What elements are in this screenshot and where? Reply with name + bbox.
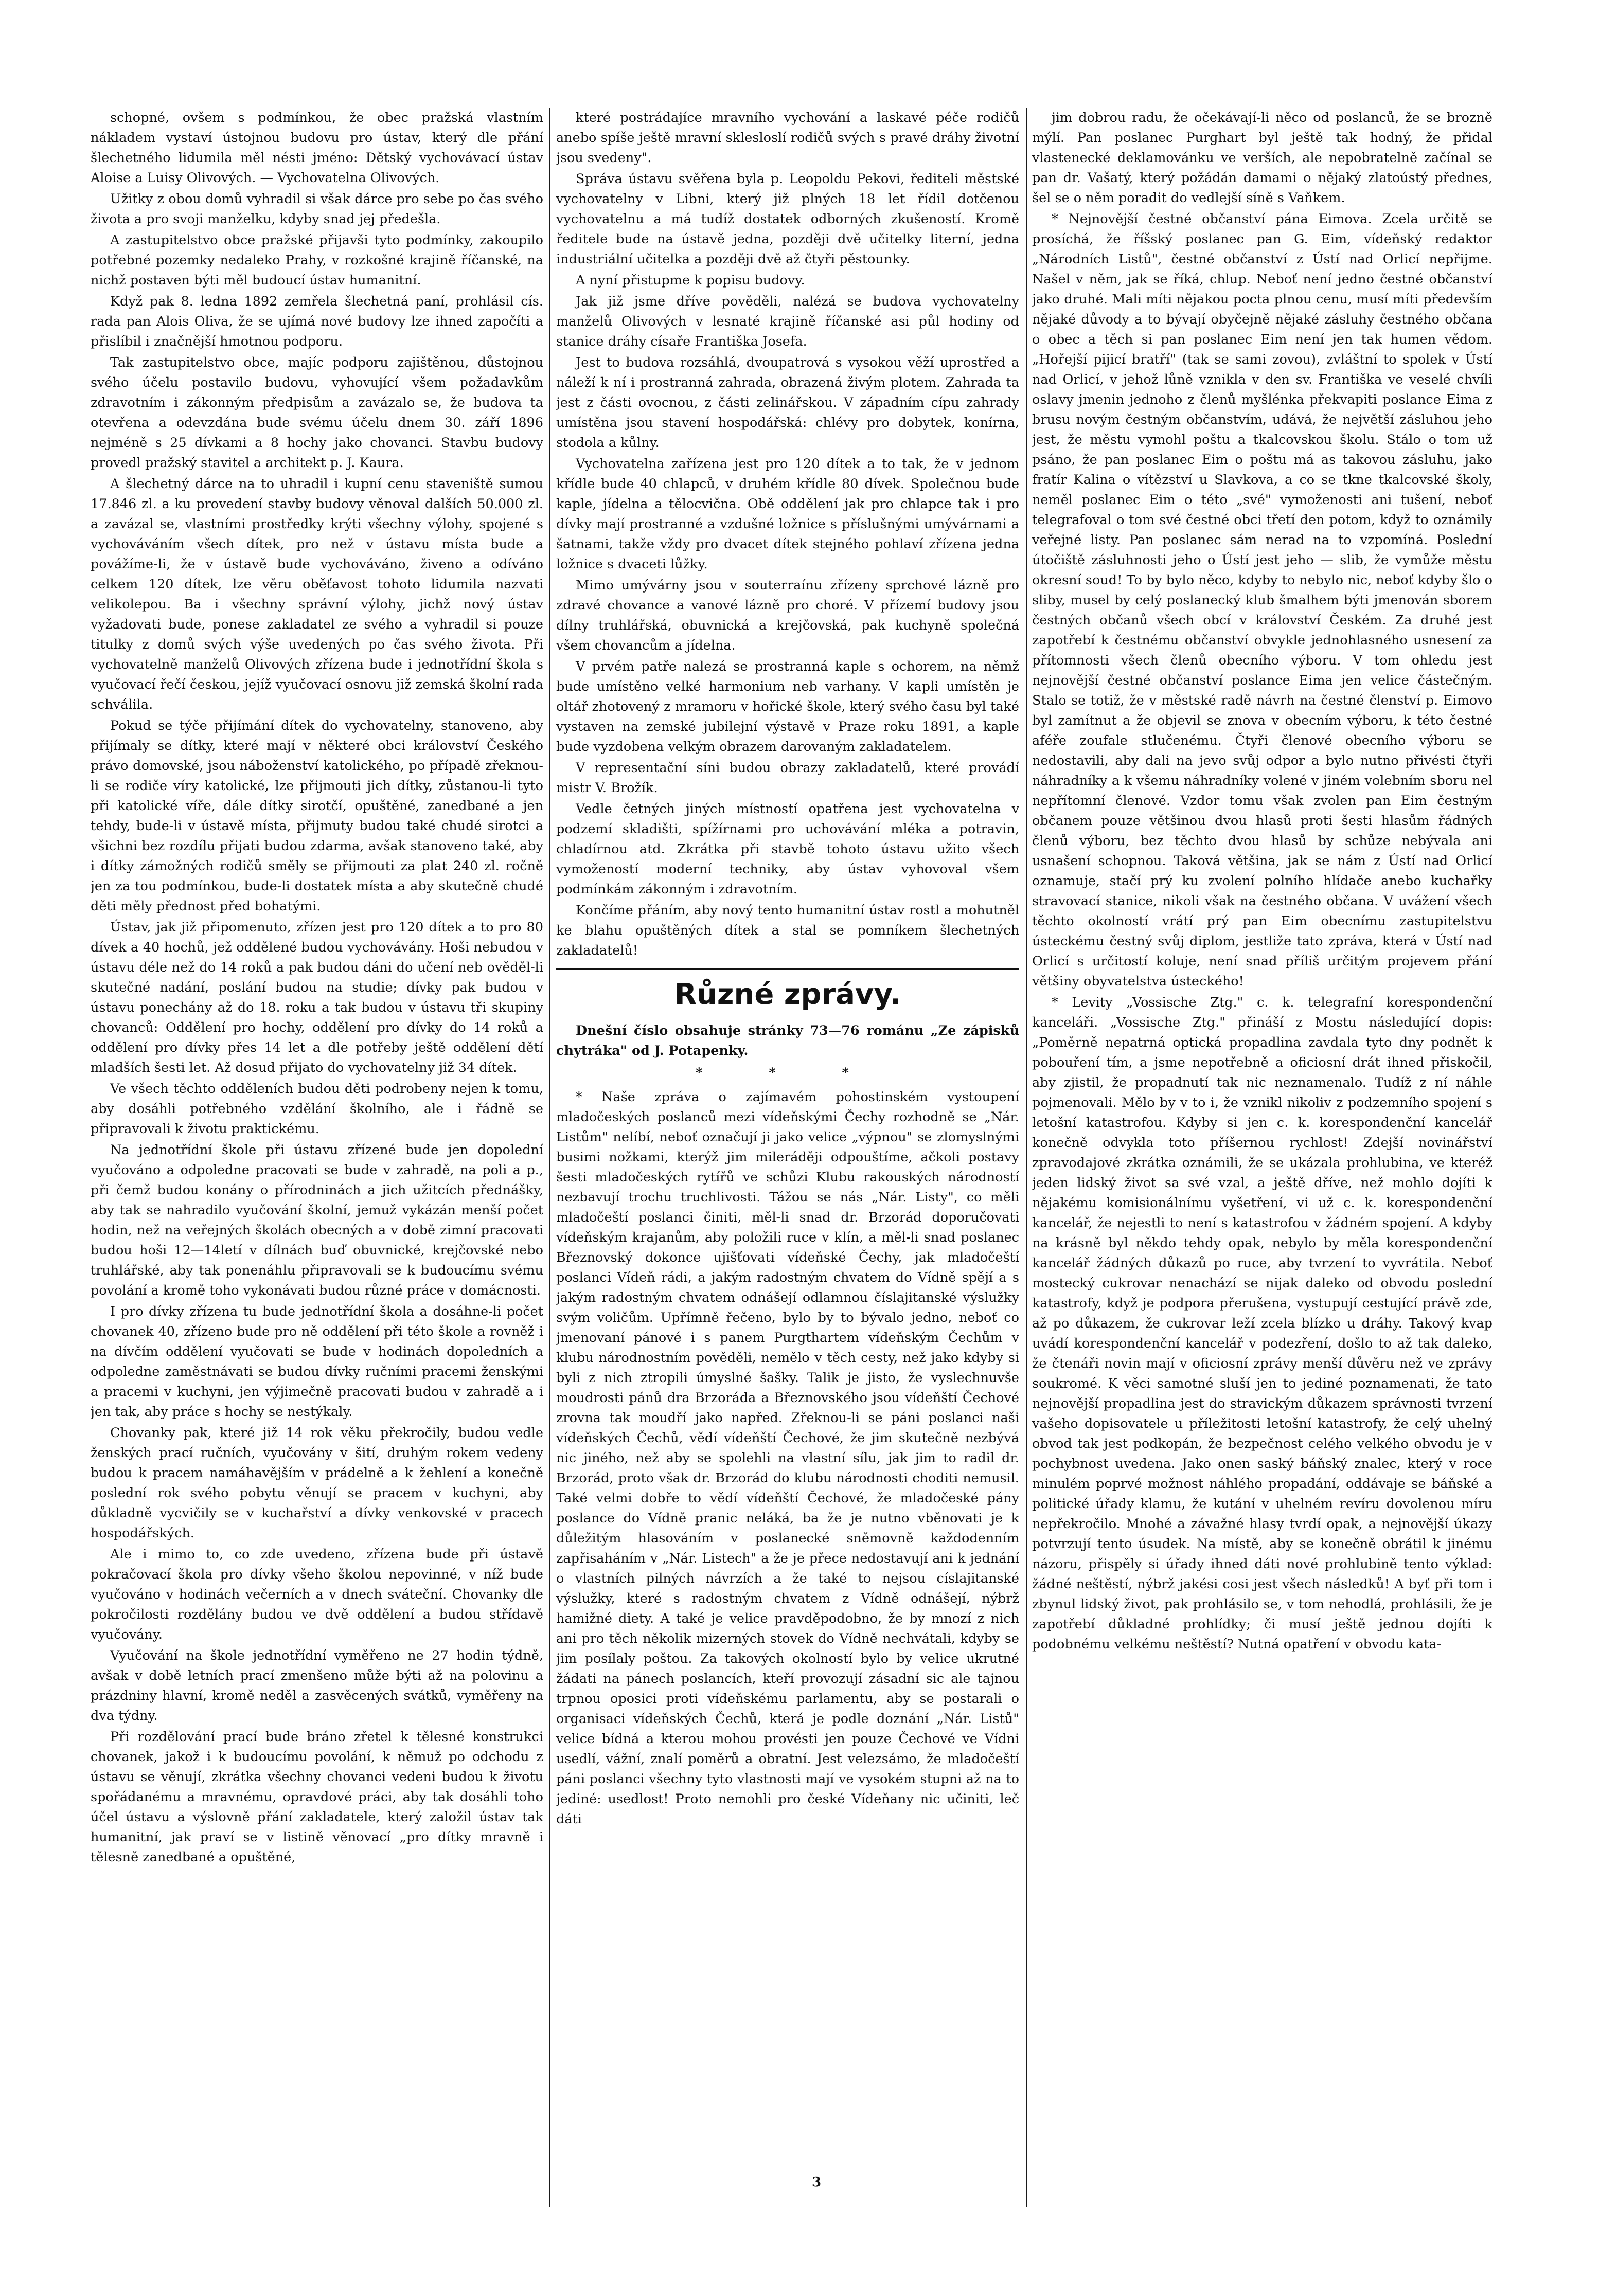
article-paragraph: I pro dívky zřízena tu bude jednotřídní škola a dosáhne-li počet chovanek 40, zřízeno bude pro ně oddělení při této škole a rovněž i na dívčím oddělení vyučovati se bude v hodinách dopoledních a odpoledne zaměstnávati se budou dívky ručními pracemi ženskými a pracemi v kuchyni, jen výjimečně pracovati budou v zahradě a i jen tak, aby práce s hochy se nestýkaly. <box>91 1304 543 1420</box>
article-paragraph: Ale i mimo to, co zde uvedeno, zřízena bude při ústavě pokračovací škola pro dívky všeho školou nepovinné, v níž bude vyučováno v hodinách večerních a v dnech sváteční. Chovanky dle pokročilosti rozdělány budou ve dvě oddělení a budou střídavě vyučovány. <box>91 1547 543 1642</box>
article-paragraph: Vedle četných jiných místností opatřena jest vychovatelna v podzemí skladišti, spížírnami pro uchovávání mléka a potravin, chladírnou atd. Zkrátka při stavbě tohoto ústavu užito všech vymožeností moderní techniky, aby ústav vyhovoval všem podmínkám zákonným i zdravotním. <box>556 801 1019 897</box>
article-paragraph: schopné, ovšem s podmínkou, že obec pražská vlastním nákladem vystaví ústojnou budovu pro ústav, který dle přání šlechetného lidumila měl nésti jméno: Dětský vychovávací ústav Aloise a Luisy Olivových. — Vychovatelna Olivových. <box>91 110 543 186</box>
article-paragraph: Tak zastupitelstvo obce, majíc podporu zajištěnou, důstojnou svého účelu postavilo budovu, vyhovující všem požadavkům zdravotním i zákonným předpisům a zavázalo se, že budova ta otevřena a odevzdána bude svému účelu dnem 30. září 1896 nejméně s 25 dívkami a 8 hochy jako chovanci. Stavbu budovy provedl pražský stavitel a architekt p. J. Kaura. <box>91 355 543 471</box>
section-heading: Různé zprávy. <box>674 978 901 1011</box>
page-mark: 3 <box>812 2175 822 2190</box>
column-left <box>91 108 543 2207</box>
article-paragraph: které postrádajíce mravního vychování a laskavé péče rodičů anebo spíše ještě mravní sklesloslí rodičů svých s pravé dráhy životní jsou svedeny". <box>556 110 1019 166</box>
article-paragraph: Při rozdělování prací bude bráno zřetel k tělesné konstrukci chovanek, jakož i k budoucímu povolání, k němuž po odchodu z ústavu se věnují, zkrátka všechny chovanci vedeni budou k životu spořádanému a mravnému, opravdové práci, aby tak dosáhli toho účel ústavu a výslovně přání zakladatele, který založil ústav tak humanitní, jak praví se v listině věnovací „pro dítky mravně i tělesně zanedbané a opuštěné, <box>91 1729 543 1865</box>
separator-stars: * * * <box>696 1065 880 1081</box>
news-paragraph: * Naše zpráva o zajímavém pohostinském vystoupení mladočeských poslanců mezi vídeňskými Čechy rozhodně se „Nár. Listům" nelíbí, neboť označují ji jako velice „výpnou" se zlomyslnými busimi nožkami, kterýž jim mileráději odpouštíme, ačkoli postavy šesti mladočeských rytířů ve schůzi Klubu rakouských národností nezbavují trochu truchlivosti. Tážou se nás „Nár. Listy", co měli mladočeští poslanci činiti, měl-li snad dr. Brzorád doporučovati vídeňským krajanům, aby položili ruce v klín, a měl-li snad poslanec Březnovský dokonce ujišťovati vídeňské Čechy, jak mladočeští poslanci Vídeň rádi, a jakým radostným chvatem do Vídně spějí a s jakým radostným chvatem odnášejí odlamnou číslajitanské výslužky svým voličům. Upřímně řečeno, bylo by to bývalo jedno, neboť co jmenovaní pánové i s panem Purgthartem vídeňským Čechům v klubu národnostním pověděli, nemělo v těch cesty, než jako kdyby si byli z nich ztropili úmyslné šašky. Talik je jisto, že vyslechnuvše moudrosti pánů dra Brzoráda a Březnovského jsou vídeňští Čechové zrovna tak moudří jako napřed. Zřeknou-li se páni poslanci naši vídeňských Čechů, vědí vídeňští Čechové, že jim skutečně nezbývá nic jiného, než aby se spolehli na vlastní sílu, jak jim to radil dr. Brzorád, proto však dr. Brzorád do klubu národnosti choditi nemusil. Také velmi dobře to vědí vídeňští Čechové, že mladočeské pány poslance do Vídně pranic neláká, ba že je nutno vběnovati je k důležitým hlasováním v poslanecké sněmovně každodenním zapřisaháním v „Nár. Listech" a že je přece nedostavují ani k jednání o vlastních pilných návrzích a že také to nejsou císlajitanské výslužky, které s radostným chvatem z Vídně odnášejí, nýbrž hamižné diety. A také je velice pravděpodobno, že by mnozí z nich ani pro těch několik mizerných stovek do Vídně nechvátali, kdyby se jim posílaly poštou. Za takových okolností bylo by velice ukrutné žádati na pánech poslancích, kteří provozují zásadní sic ale tajnou trpnou oposici proti vídeňskému parlamentu, aby se postarali o organisaci vídeňských Čechů, která je podle doznání „Nár. Listů" velice bídná a kterou mohou provésti jen pouze Čechové ve Vídni usedlí, vážní, znalí poměrů a obratní. Jest velezsámo, že mladočeští páni poslanci všechny tyto vlastnosti mají ve vysokém stupni až na to jediné: usedlost! Proto nemohli pro české Vídeňany nic učiniti, leč dáti <box>556 1089 1019 1827</box>
article-paragraph: Vychovatelna zařízena jest pro 120 dítek a to tak, že v jednom křídle bude 40 chlapců, v druhém křídle 80 dívek. Společnou bude kaple, jídelna a tělocvična. Obě oddělení jak pro chlapce tak i pro dívky mají prostranné a vzdušné ložnice s příslušnými umývárnami a šatnami, takže vždy pro dvacet dítek stejného pohlaví zřízena jedna ložnice s dvaceti lůžky. <box>556 456 1019 572</box>
column-divider <box>549 108 550 2207</box>
column-divider <box>1026 108 1027 2207</box>
article-paragraph: jim dobrou radu, že očekávají-li něco od poslanců, že se brozně mýlí. Pan poslanec Purghart byl ještě tak hodný, že přidal vlastenecké deklamovánku ve verších, ale nepobratelně začínal se pan dr. Vašatý, který požádán damami o nějaký zlatoústý přednes, šel se o něm poradit do vedlejší síně s Vaňkem. <box>1032 110 1492 206</box>
article-paragraph: Mimo umývárny jsou v souterraínu zřízeny sprchové lázně pro zdravé chovance a vanové lázně pro choré. V přízemí budovy jsou dílny truhlářská, obuvnická a krejčovská, pak kuchyně společná všem chovancům a jídelna. <box>556 578 1019 653</box>
article-paragraph: Ve všech těchto odděleních budou děti podrobeny nejen k tomu, aby dosáhli potřebného vzdělání školního, ale i řádně se připravovali k životu praktickému. <box>91 1081 543 1137</box>
article-paragraph: Ústav, jak již připomenuto, zřízen jest pro 120 dítek a to pro 80 dívek a 40 hochů, jež oddělené budou vychovávány. Hoši nebudou v ústavu déle než do 14 roků a pak budou dáni do učení neb ověděl-li skutečné nadání, poslání budou na studie; dívky pak budou v ústavu ponechány až do 18. roku a tak budou v ústavu tři skupiny chovanců: Oddělení pro hochy, oddělení pro dívky do 14 roků a oddělení pro dívky přes 14 let a dle potřeby ještě oddělení dětí mladších šesti let. Až dosud přijato do vychovatelny již 34 dítek. <box>91 920 543 1075</box>
article-paragraph: Užitky z obou domů vyhradil si však dárce pro sebe po čas svého života a pro svoji manželku, kdyby snad jej předešla. <box>91 191 543 227</box>
intro-paragraph: Dnešní číslo obsahuje stránky 73—76 románu „Ze zápisků chytráka" od J. Potapenky. <box>556 1023 1019 1059</box>
article-paragraph: Jak již jsme dříve pověděli, nalézá se budova vychovatelny manželů Olivových v lesnaté krajině říčanské asi půl hodiny od stanice dráhy císaře Františka Josefa. <box>556 294 1019 349</box>
article-paragraph: V representační síni budou obrazy zakladatelů, které provádí mistr V. Brožík. <box>556 760 1019 796</box>
article-paragraph: Když pak 8. ledna 1892 zemřela šlechetná paní, prohlásil cís. rada pan Alois Oliva, že se ujímá nové budovy lze ihned započíti a přislíbil i značnější hmotnou podporu. <box>91 294 543 349</box>
column-right <box>1032 108 1492 2207</box>
newspaper-page <box>60 87 1531 2217</box>
article-paragraph: Na jednotřídní škole při ústavu zřízené bude jen dopolední vyučováno a odpoledne pracovati se bude v zahradě, na poli a p., při čemž budou konány o přírodninách a jich užitcích přednášky, aby tak se nahradilo vyučování školní, jemuž vykázán menší počet hodin, než na veřejných školách obecných a v době zimní pracovati budou hoši 12—14letí v dílnách buď obuvnické, krejčovské nebo truhlářské, aby tak ponenáhlu připravovali se k budoucímu svému povolání a kromě toho vykonávati budou různé práce v domácnosti. <box>91 1142 543 1298</box>
article-paragraph: Vyučování na škole jednotřídní vyměřeno ne 27 hodin týdně, avšak v době letních prací zmenšeno může býti až na polovinu a prázdniny hlavní, kromě neděl a zasvěcených svátků, vyměřeny na dva týdny. <box>91 1648 543 1724</box>
article-paragraph: A zastupitelstvo obce pražské přijavši tyto podmínky, zakoupilo potřebné pozemky nedaleko Prahy, v rozkošné krajině říčanské, na nichž postaven býti měl budoucí ústav humanitní. <box>91 232 543 288</box>
article-paragraph: Chovanky pak, které již 14 rok věku překročily, budou vedle ženských prací ručních, vyučovány v šití, druhým rokem vedeny budou k pracem namáhavějším v prádelně a k žehlení a konečně poslední rok svého pobytu věnují se pracem v kuchyni, aby důkladně vycvičily se v kuchařství a dívky venkovské v pracech hospodářských. <box>91 1425 543 1541</box>
article-paragraph: Pokud se týče přijímání dítek do vychovatelny, stanoveno, aby přijímaly se dítky, které mají v některé obci království Českého právo domovské, jsou náboženství katolického, po případě zřeknou-li se rodiče víry katolické, lze přijmouti jich dítky, zůstanou-li tyto při katolické víře, dále dítky sirotčí, opuštěné, zanedbané a jen tehdy, bude-li v ústavě místa, přijmuty budou také chudé sirotci a všichni bez rozdílu přijati budou zdarma, avšak stanoveno také, aby i dítky zámožných rodičů směly se přijmouti za plat 240 zl. ročně jen za tou podmínkou, bude-li dostatek místa a aby skutečně chudé děti měly přednost před bohatými. <box>91 718 543 914</box>
news-paragraph: * Levity „Vossische Ztg." c. k. telegrafní korespondenční kanceláři. „Vossische Ztg." přináší z Mostu následující dopis: „Poměrně nepatrná optická propadlina zavdala tyto dny podnět k pobouření tím, a jsme nepotřebně a oficiosní drát ihned přiskočil, aby zjistil, že propadnutí tak nic neznamenalo. Tudíž z ní náhle pojmenovali. Mělo by v to i, že vznikl nikoliv z podzemního spojení s letošní katastrofou. Kdyby si jen c. k. korespondenční kancelář konečně odvykla toto příšernou rychlost! Zdejší novinářství zpravodajové zkrátka oznámili, že se ukázala prohlubina, ve kteréž jeden lidský život sa své vzal, a ještě dříve, než mohlo dojíti k nějakému komisionálnímu vyšetření, vi už c. k. korespondenční kancelář, že nejestli to není s katastrofou v žádném spojení. A kdyby na krásně byl někdo tehdy opak, nebylo by měla korespondenční kancelář žádných důkazů po ruce, aby tvrzení to vyvrátila. Neboť mostecký cukrovar nenachází se nijak daleko od obvodu poslední katastrofy, když je podpora přerušena, vystupují cestující právě zde, až po důkazem, že cukrovar leží zcela blízko u dráhy. Takový kvap uvádí korespondenční kancelář v podezření, došlo to až tak daleko, že čtenáři novin mají v oficiosní zprávy menší důvěru než ve zprávy soukromé. K věci samotné sluší jen to jediné poznamenati, že tato nejnovější propadlina jest do stravickým důkazem správnosti tvrzení vašeho dopisovatele u příležitosti letošní katastrofy, že celý uhelný obvod tak jest podkopán, že bezpečnost celého velkého obvodu je v pochybnost uvedena. Jako onen saský báňský znalec, který v roce minulém poprvé možnost náhlého propadání, oddávaje se báňské a politické úřady klamu, že kutání v uhelném revíru dovolenou míru nepřekročilo. Mnohé a závažné hlasy tvrdí opak, a nejnovější úkazy potvrzují tento úsudek. Na místě, aby se konečně obrátil k jinému názoru, přispěly si úřady ihned dáti nové prohlubině tento výklad: žádné neštěstí, nýbrž jakési cosi jest všech následků! A byť při tom i zbynul lidský život, pak prohlásilo se, v tom nehodlá, prohlásili, že je zapotřebí důkladné prohlídky; či musí ještě jednou dojíti k podobnému velkému neštěstí? Nutná opatření v obvodu kata- <box>1032 995 1492 1652</box>
article-paragraph: V prvém patře nalezá se prostranná kaple s ochorem, na němž bude umístěno velké harmonium neb varhany. V kapli umístěn je oltář zhotovený z mramoru v hořické škole, který svého času byl také vystaven na zemské jubilejní výstavě v Praze roku 1891, a kaple bude vyzdobena velkým obrazem darovaným zakladatelem. <box>556 659 1019 755</box>
article-paragraph: A nyní přistupme k popisu budovy. <box>576 273 805 288</box>
section-rule <box>556 968 1019 970</box>
column-middle <box>556 108 1019 2207</box>
article-paragraph: A šlechetný dárce na to uhradil i kupní cenu staveniště sumou 17.846 zl. a ku provedení stavby budovy věnoval dalších 50.000 zl. a zavázal se, vlastními prostředky krýti všechny výlohy, spojené s vychováváním všech dítek, pro než v ústavu místa bude a povážíme-li, že v ústavě bude vychováváno, živeno a odíváno celkem 120 dítek, lze věru oběťavost tohoto lidumila nazvati velikolepou. Ba i všechny správní výlohy, jichž nový ústav vyžadovati bude, ponese zakladatel ze svého a vyhradil si pouze titulky z domů svých výše uvedených po čas svého života. Při vychovatelně manželů Olivových zřízena bude i jednotřídní škola s vyučovací řečí českou, jejíž vyučovací osnovu již zemská školní rada schválila. <box>91 476 543 712</box>
news-paragraph: * Nejnovější čestné občanství pána Eimova. Zcela určitě se prosíchá, že říšský poslanec pan G. Eim, vídeňský redaktor „Národních Listů", čestné občanství z Ústí nad Orlicí nepřijme. Našel v něm, jak se říká, chlup. Neboť není jedno čestné občanství jako druhé. Mali míti nějakou pocta plnou cenu, musí míti především nějaké důvody a to bývají obyčejně nějaké zásluhy čestného občana o obec a těch si pan poslanec Eim není jen tak humen vědom. „Hořejší pijicí bratří" (tak se sami zovou), zvláštní to spolek v Ústí nad Orlicí, v jehož lůně vznikla v den sv. Františka ve veselé chvíli oslavy jmenin jednoho z členů myšlénka překvapiti poslance Eima z brusu novým čestným občanstvím, udává, že největší zásluhou jeho jest, že městu vymohl poštu a tkalcovskou školu. Stálo o tom už psáno, že pan poslanec Eim o poštu má as takovou zásluhu, jako fratír Kalina o vítězství u Slavkova, a co se tkne tkalcovské školy, neměl poslanec Eim o této „své" vymoženosti ani tušení, neboť telegrafoval o tom své čestné obci třetí den potom, když to oznámily veřejné listy. Pan poslanec sám nerad na to vzpomíná. Poslední útočiště zásluhnosti jeho o Ústí jest jeho — slib, že vymůže městu okresní soud! To by bylo něco, kdyby to nebylo nic, neboť kdyby šlo o sliby, musel by celý poslanecký klub šmalhem býti jmenován sborem čestných občanů všech obcí v království Českém. Za druhé jest zapotřebí k čestnému občanství obvykle jednohlasného usnesení za přítomnosti všech členů obecního výboru. V tom ohledu jest nejnovější čestné občanství poslance Eima jen velice částečným. Stalo se totiž, že v městské radě návrh na čestné členství p. Eimovo byl zamítnut a že objevil se znova v obecním výboru, k této čestné aféře zoufale stlučenému. Čtyři členové obecního výboru se nedostavili, aby dali na jevo svůj odpor a bylo nutno přivésti čtyři náhradníky a k všemu náhradníky volené v jiném volebním sboru nel nepřítomní členové. Vzdor tomu však zvolen pan Eim čestným občanem pouze většinou dvou hlasů proti šesti hlasům řádných členů výboru, bez těchto dvou hlasů by schůze nebývala ani usnašení schopnou. Taková většina, jak se nám z Ústí nad Orlicí oznamuje, stačí prý ku zvolení polního hlídače anebo kuchařky stravovací stanice, nikoli však na čestného občana. V uvážení všech těchto okolností vrátí prý pan Eim obecnímu zastupitelstvu ústeckému čestný svůj diplom, jestliže tato zpráva, která v Ústí nad Orlicí s určitostí koluje, není snad příliš určitým projevem přání většiny obyvatelstva ústeckého! <box>1032 211 1492 989</box>
article-paragraph: Končíme přáním, aby nový tento humanitní ústav rostl a mohutněl ke blahu opuštěných dítek a stal se pomníkem šlechetných zakladatelů! <box>556 903 1019 958</box>
article-paragraph: Jest to budova rozsáhlá, dvoupatrová s vysokou věží uprostřed a náleží k ní i prostranná zahrada, obrazená živým plotem. Zahrada ta jest z části ovocnou, z části zelinářskou. V západním cípu zahrady umístěna jsou stavení hospodářská: chlévy pro dobytek, konírna, stodola a kůlny. <box>556 355 1019 451</box>
article-paragraph: Správa ústavu svěřena byla p. Leopoldu Pekovi, řediteli městské vychovatelny v Libni, který již plných 18 let řídil dotčenou vychovatelnu a má tudíž dostatek odborných zkušeností. Kromě ředitele bude na ústavě jedna, později dvě učitelky literní, jedna industriální učitelka a později dvě až čtyři pěstounky. <box>556 171 1019 267</box>
